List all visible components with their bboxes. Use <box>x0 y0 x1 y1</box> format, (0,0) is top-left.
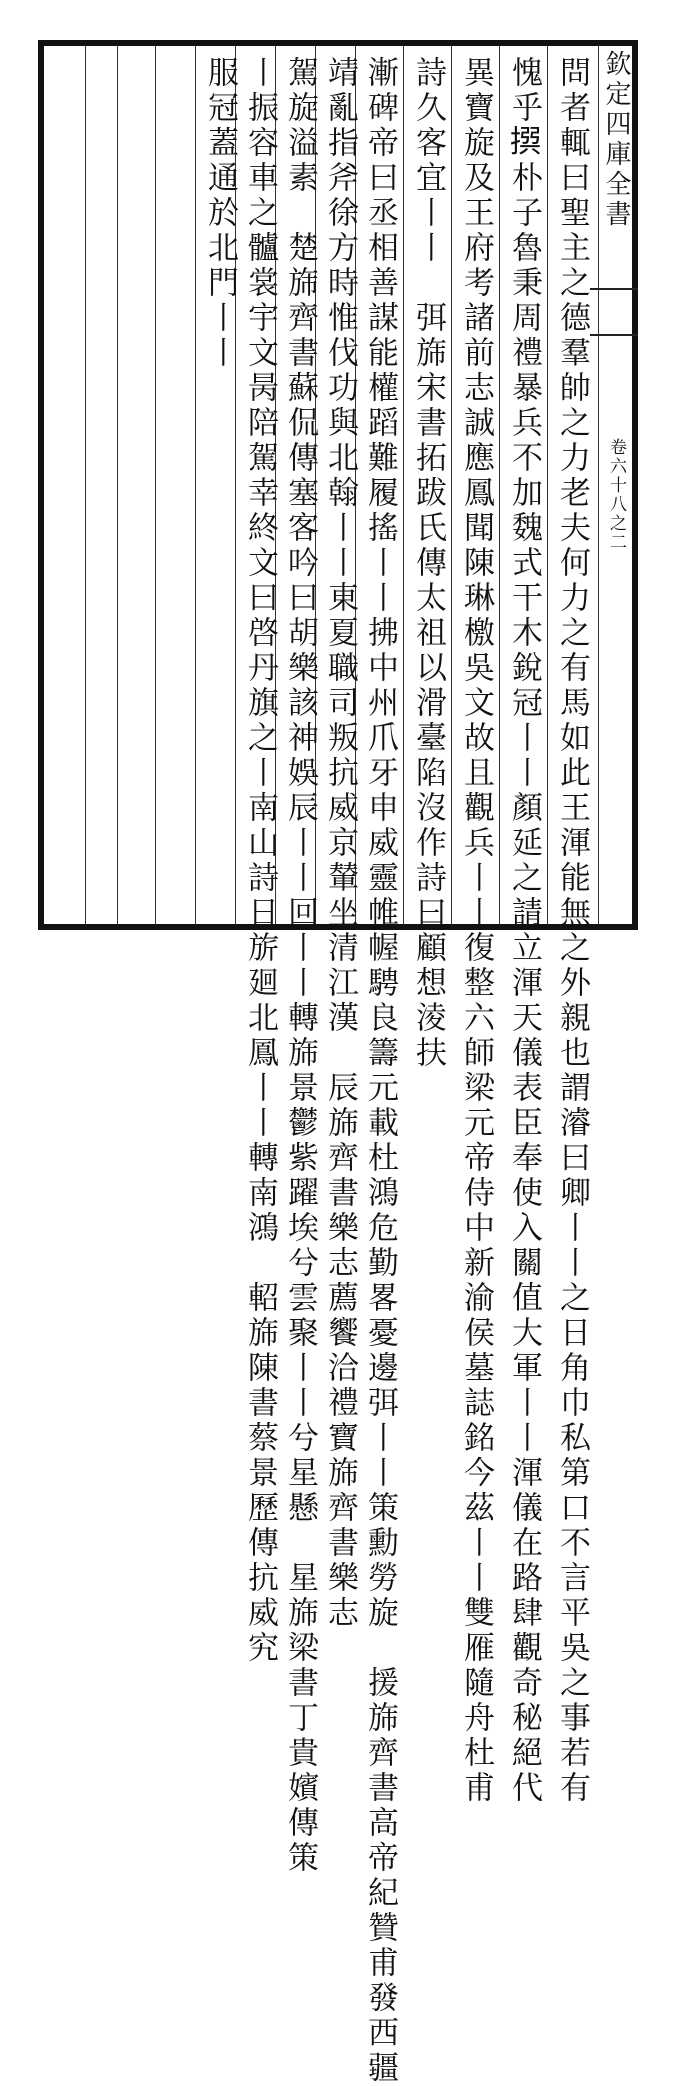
text-column <box>46 56 94 916</box>
text-column: 駕旋溢素 楚旆齊書蘇侃傳塞客吟曰胡樂該神娛辰丨丨回丨丨轉旆景鬱紫躍埃兮雲聚丨丨兮星懸 星旆梁書丁貴嬪傳策 <box>282 56 318 1876</box>
book-title: 欽定四庫全書 <box>601 50 631 230</box>
text-column: 漸碑帝曰丞相善謀能權蹈難履搖丨丨拂中州爪牙申威靈帷幄騁良籌元載杜鴻危勤畧憂邊弭丨丨策勳勞旋 援旆齊書高帝紀贊甫發西疆 <box>362 56 398 2086</box>
text-column: 愧乎𢰅朴子魯秉周禮暴兵不加魏式干木銳冠丨丨顏延之請立渾天儀表臣奉使入關值大軍丨丨渾儀在路肆觀奇秘絕代 <box>506 56 542 1806</box>
text-column: 靖亂指斧徐方時惟伐功與北翰丨丨東夏職司叛抗威京輦坐清江漢 辰旆齊書樂志薦饗洽禮寶旆齊書樂志 <box>322 56 358 1631</box>
page-header-column <box>598 46 633 924</box>
text-column: 服冠蓋通於北門丨丨 <box>202 56 238 371</box>
text-column: 丨振容車之髗裳宇文昺陪駕幸終文曰啓丹旗之丨南山詩日旂廻北鳳丨丨轉南鴻 軺旆陳書蔡景歷傳抗威究 <box>242 56 278 1666</box>
text-column: 異寶旋及王府考諸前志誠應鳳聞陳琳檄吳文故且觀兵丨丨復整六師梁元帝侍中新渝侯墓誌銘今茲丨丨雙雁隨舟杜甫 <box>458 56 494 1806</box>
text-column: 詩久客宜丨丨 弭旆宋書拓跋氏傳太祖以滑臺陷沒作詩曰顧想淩扶 <box>410 56 446 1071</box>
volume-label: 卷六十八之二 <box>606 438 626 552</box>
fish-tail-mark <box>590 288 638 336</box>
text-column: 問者輒曰聖主之德羣帥之力老夫何力之有馬如此王渾能無之外親也謂濬曰卿丨丨之日角巾私第口不言平吳之事若有 <box>554 56 590 1806</box>
